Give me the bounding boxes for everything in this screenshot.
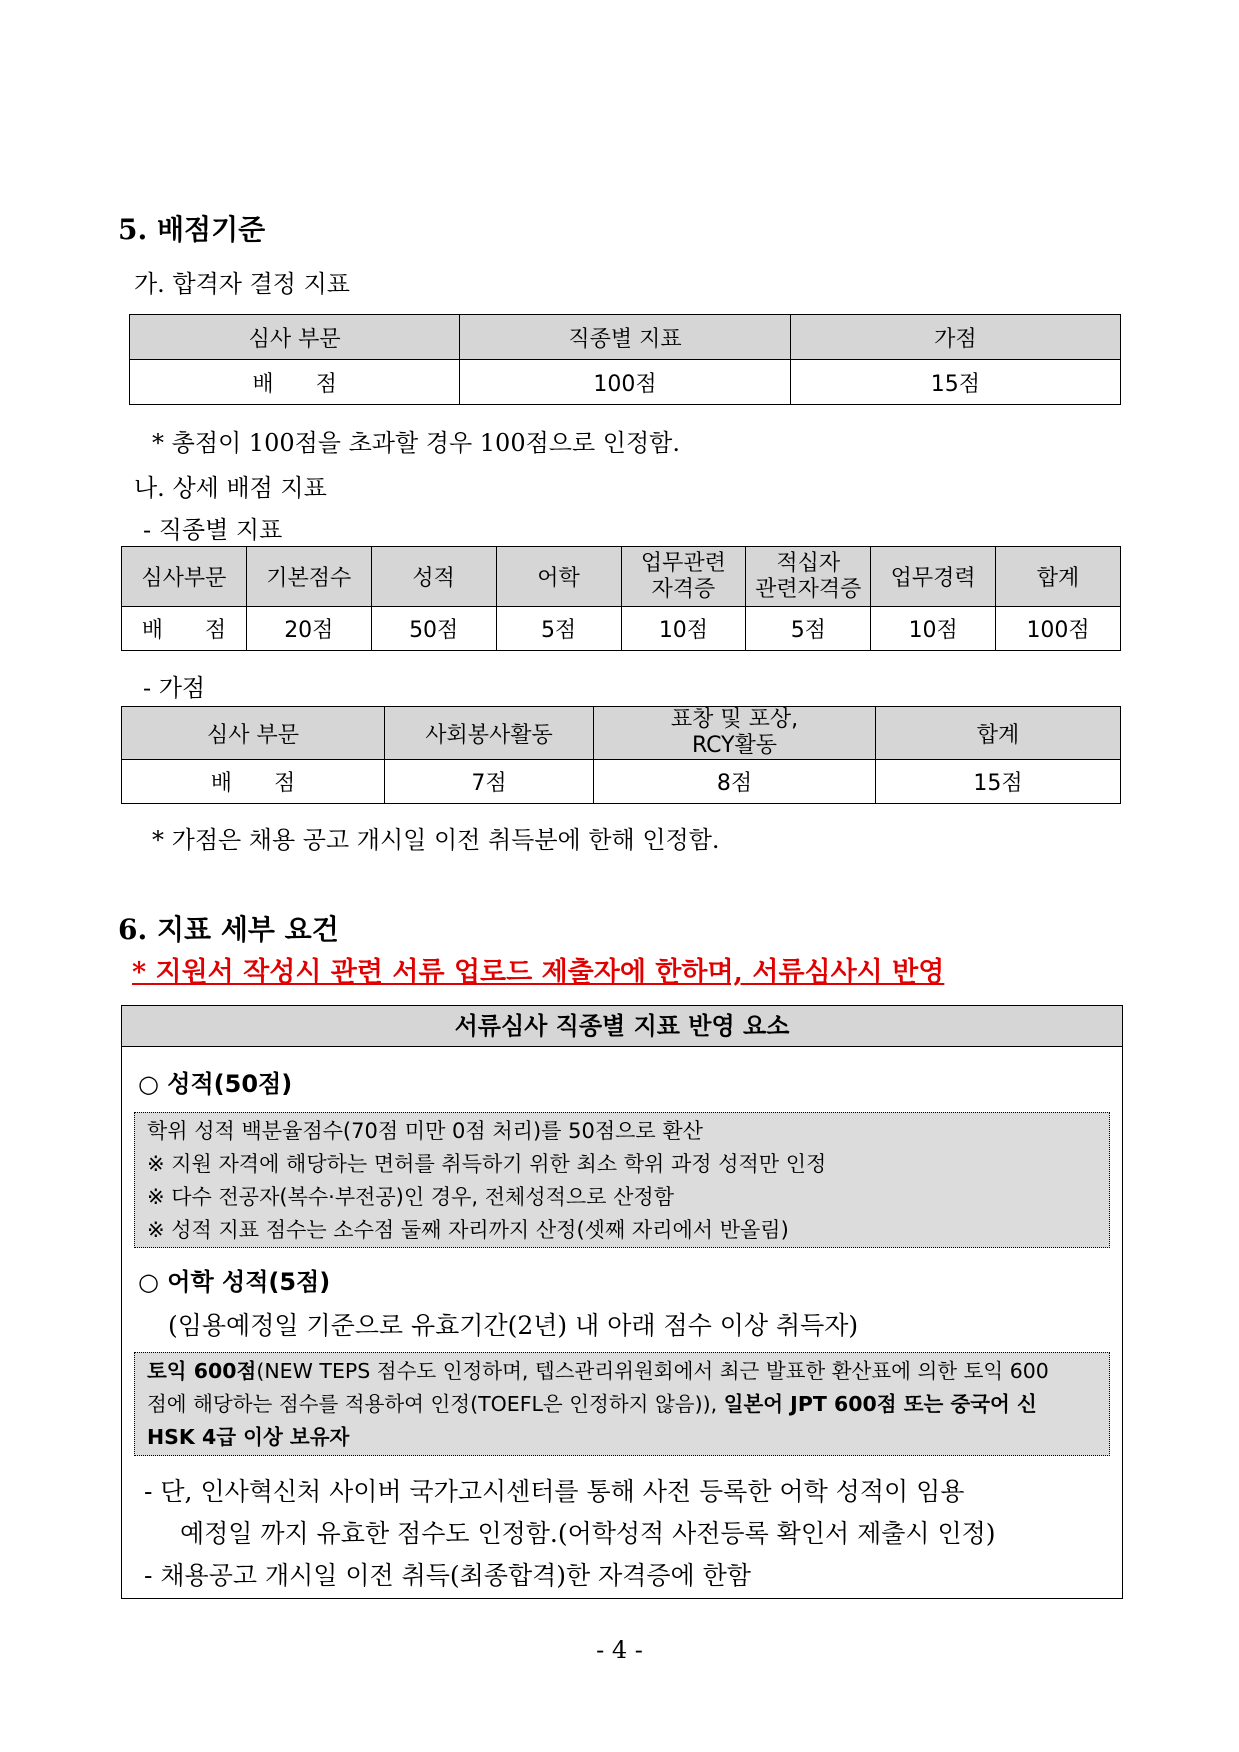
table-header-cell: 성적: [371, 547, 496, 607]
table-row: [122, 760, 1121, 804]
table-header-row: [122, 707, 1121, 760]
grade-line: ※ 성적 지표 점수는 소수점 둘째 자리까지 산정(셋째 자리에서 반올림): [147, 1218, 789, 1242]
dash-job-indicator: - 직종별 지표: [143, 516, 283, 544]
table-header-row: [122, 547, 1121, 607]
table-cell: 100점: [996, 607, 1121, 651]
table-cell: 10점: [621, 607, 746, 651]
language-intro: (임용예정일 기준으로 유효기간(2년) 내 아래 점수 이상 취득자): [168, 1311, 859, 1340]
table-header-cell: 심사 부문: [122, 707, 385, 760]
jpt-hsk-requirement: 일본어 JPT 600점 또는 중국어 신: [723, 1392, 1037, 1416]
table-cell: 20점: [246, 607, 371, 651]
language-box-text: (NEW TEPS 점수도 인정하며, 텝스관리위원회에서 최근 발표한 환산표에 의한 토익 600: [256, 1359, 1049, 1383]
language-note-a1: - 단, 인사혁신처 사이버 국가고시센터를 통해 사전 등록한 어학 성적이 임용: [144, 1477, 965, 1506]
table-cell: 5점: [496, 607, 621, 651]
table-cell: 배 점: [130, 360, 460, 405]
language-box-text: 점에 해당하는 점수를 적용하여 인정(TOEFL은 인정하지 않음)),: [147, 1392, 718, 1416]
table-header-cell: 사회봉사활동: [385, 707, 594, 760]
table-cell: 5점: [746, 607, 871, 651]
language-box-line: [147, 1388, 1097, 1421]
subsection-b-title: 나. 상세 배점 지표: [134, 474, 327, 502]
toeic-requirement: 토익 600점: [147, 1359, 257, 1383]
grade-line: ※ 지원 자격에 해당하는 면허를 취득하기 위한 최소 학위 과정 성적만 인정: [147, 1152, 827, 1176]
header-line: 업무관련: [640, 550, 726, 576]
table-header-cell: [746, 547, 871, 607]
table-cell: 10점: [871, 607, 996, 651]
table-header-cell: 심사부문: [122, 547, 247, 607]
table-cell: 15점: [876, 760, 1121, 804]
language-heading: ○ 어학 성적(5점): [138, 1268, 331, 1296]
hsk-requirement: HSK 4급 이상 보유자: [147, 1425, 350, 1449]
table-cell: 배 점: [122, 760, 385, 804]
document-review-box: [121, 1005, 1123, 1599]
language-note-a2: 예정일 까지 유효한 점수도 인정함.(어학성적 사전등록 확인서 제출시 인정): [180, 1519, 996, 1548]
grade-line: 학위 성적 백분율점수(70점 미만 0점 처리)를 50점으로 환산: [147, 1119, 703, 1143]
grade-detail-box: [134, 1112, 1110, 1248]
header-line: 표창 및 포상,: [670, 707, 799, 732]
table-header-cell: 업무경력: [871, 547, 996, 607]
table-cell: 100점: [460, 360, 790, 405]
table-header-cell: 심사 부문: [130, 315, 460, 360]
red-notice: * 지원서 작성시 관련 서류 업로드 제출자에 한하며, 서류심사시 반영: [132, 957, 945, 988]
note-bonus: * 가점은 채용 공고 개시일 이전 취득분에 한해 인정함.: [152, 826, 720, 854]
grade-line: ※ 다수 전공자(복수·부전공)인 경우, 전체성적으로 산정함: [147, 1185, 674, 1209]
table-cell: 배 점: [122, 607, 247, 651]
table-header-cell: [594, 707, 876, 760]
table-cell: 7점: [385, 760, 594, 804]
language-box-line: [147, 1355, 1097, 1388]
section6-title: 6. 지표 세부 요건: [118, 913, 339, 946]
dash-bonus: - 가점: [143, 674, 206, 702]
language-box-line: [147, 1421, 1097, 1454]
grade-heading: ○ 성적(50점): [138, 1070, 293, 1098]
table-score-decision: [129, 314, 1121, 405]
table-cell: 15점: [790, 360, 1120, 405]
header-line: 적십자: [776, 550, 841, 576]
table-header-row: [130, 315, 1121, 360]
table-row: [122, 607, 1121, 651]
table-header-cell: 기본점수: [246, 547, 371, 607]
table-cell: 8점: [594, 760, 876, 804]
page-number: - 4 -: [596, 1636, 643, 1664]
table-header-cell: 직종별 지표: [460, 315, 790, 360]
table-header-cell: [621, 547, 746, 607]
section5-title: 5. 배점기준: [118, 213, 266, 246]
header-line: RCY활동: [691, 733, 778, 758]
language-detail-box: [134, 1352, 1110, 1456]
box-title: 서류심사 직종별 지표 반영 요소: [122, 1006, 1122, 1047]
subsection-a-title: 가. 합격자 결정 지표: [134, 270, 350, 298]
language-note-b: - 채용공고 개시일 이전 취득(최종합격)한 자격증에 한함: [144, 1561, 751, 1590]
table-row: [130, 360, 1121, 405]
table-header-cell: 합계: [876, 707, 1121, 760]
table-cell: 50점: [371, 607, 496, 651]
header-line: 자격증: [651, 576, 716, 602]
table-bonus: [121, 706, 1121, 804]
header-line: 관련자격증: [755, 576, 862, 602]
table-header-cell: 가점: [790, 315, 1120, 360]
note-total-score: * 총점이 100점을 초과할 경우 100점으로 인정함.: [152, 429, 680, 457]
table-header-cell: 합계: [996, 547, 1121, 607]
table-job-indicator: [121, 546, 1121, 651]
table-header-cell: 어학: [496, 547, 621, 607]
